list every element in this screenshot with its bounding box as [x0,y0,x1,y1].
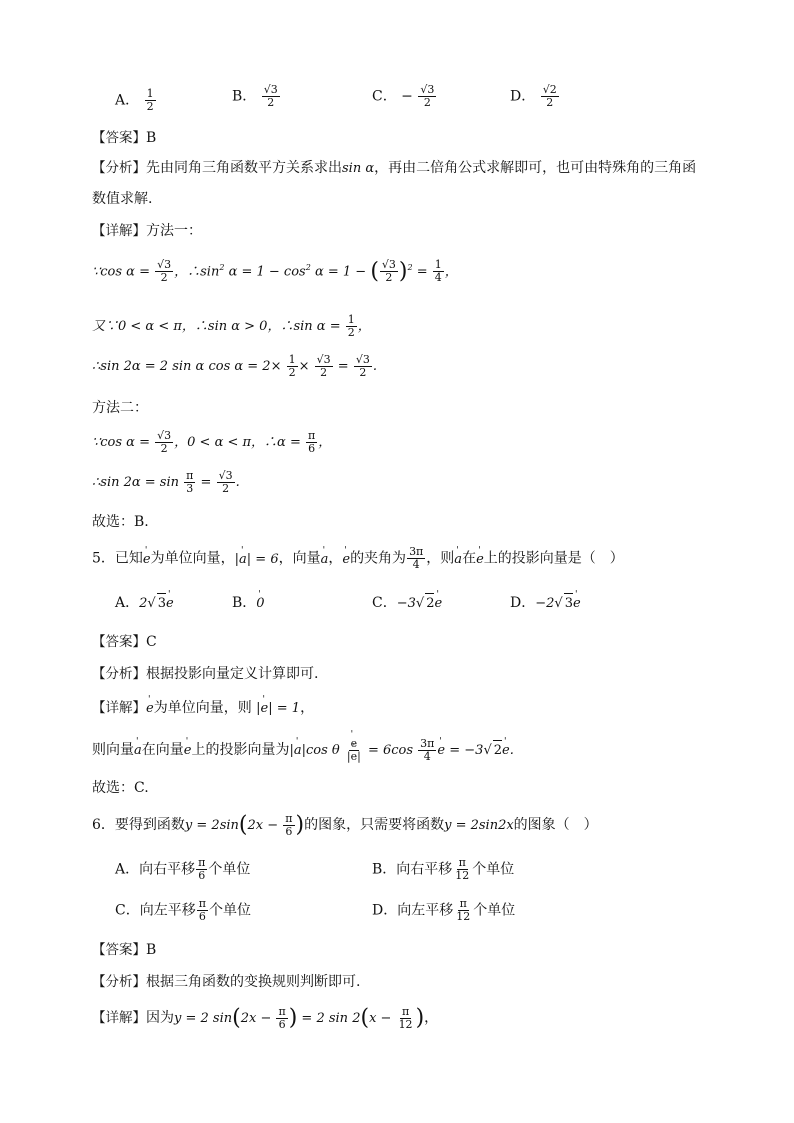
q4-formula-5: ∴sin 2α = sin $\frac{\pi}{3}$ = $\frac{√3}{2}$ . [92,469,240,495]
q4-formula-1: ∵cos α = $\frac{√3}{2}$ ，$\therefore\sin^2$ $\alpha = 1 - \cos^2 \alpha = 1$ − ( $\frac{√3}{2}$ )$^2$ = $\frac{1}{4}$ ， [92,258,458,285]
q5-option-a: A．2√ 3' e [115,593,174,614]
q4-analysis-cont: 数值求解. [92,191,153,207]
q6-option-d: D．向左平移 $\frac{\pi}{12}$ 个单位 [372,897,516,923]
q5-option-d: D．−2√ 3' e [510,593,581,614]
q6-analysis: 【分析】根据三角函数的变换规则判断即可. [92,974,361,990]
q6-stem: 6．要得到函数y = 2sin(2x − $\frac{\pi}{6}$ )的图象，只需要将函数y = 2sin2x的图象（ ） [92,812,598,838]
q6-option-c: C．向左平移 $\frac{\pi}{6}$ 个单位 [115,897,251,923]
q5-option-b: B．' 0 [232,593,265,614]
q6-option-b: B．向右平移 $\frac{\pi}{12}$ 个单位 [372,856,515,882]
q4-conclusion: 故选：B. [92,514,149,530]
q5-conclusion: 故选：C. [92,780,149,796]
q4-formula-2: 又∵0 < α < π，∴sin α > 0，∴sin α = $\frac{1}{2}$ ， [92,313,371,339]
q6-answer: 【答案】B [92,942,157,958]
q4-option-a: A． $\frac{1}{2}$ [115,87,154,113]
q4-formula-3: ∴sin 2α = 2 sin α cos α = 2× $\frac{1}{2}$ × $\frac{√3}{2}$ = $\frac{√3}{2}$ . [92,353,377,379]
q6-option-a: A．向右平移 $\frac{\pi}{6}$ 个单位 [115,856,251,882]
q5-stem: 5．已知' e为单位向量，|' a| = 6，向量' a，' e的夹角为 $\frac{3\pi}{4}$ ，则' a在' e上的投影向量是（ ） [92,546,624,571]
q4-formula-4: ∵cos α = $\frac{√3}{2}$ ，0 < α < π，∴α = $\frac{\pi}{6}$ ， [92,429,332,455]
q5-analysis: 【分析】根据投影向量定义计算即可. [92,666,319,682]
q4-detail-heading: 【详解】方法一： [92,223,202,239]
q4-analysis: 【分析】先由同角三角函数平方关系求出sin α，再由二倍角公式求解即可，也可由特殊角的三角函 [92,160,697,176]
q4-method2: 方法二： [92,400,148,416]
q5-option-c: C．−3√ 2' e [372,593,442,614]
q5-detail: 【详解】' e为单位向量，则 |' e| = 1， [92,698,314,719]
q4-answer: 【答案】B [92,130,157,146]
q6-detail: 【详解】因为y = 2 sin(2x − $\frac{\pi}{6}$ ) = 2 sin 2(x − $\frac{\pi}{12}$ )， [92,1005,439,1031]
q5-detail-2: 则向量' a在向量' e上的投影向量为|' a|cos θ ' $\frac{e}{|' e|}$ = 6cos $\frac{3\pi}{4}$ ' e = −3√ 2' e. [92,738,514,763]
q4-option-b: B． $\frac{√3}{2}$ [232,83,278,109]
q5-answer: 【答案】C [92,634,157,650]
q4-option-d: D． $\frac{√2}{2}$ [510,83,557,109]
q4-option-c: C． − $\frac{√3}{2}$ [372,83,435,109]
